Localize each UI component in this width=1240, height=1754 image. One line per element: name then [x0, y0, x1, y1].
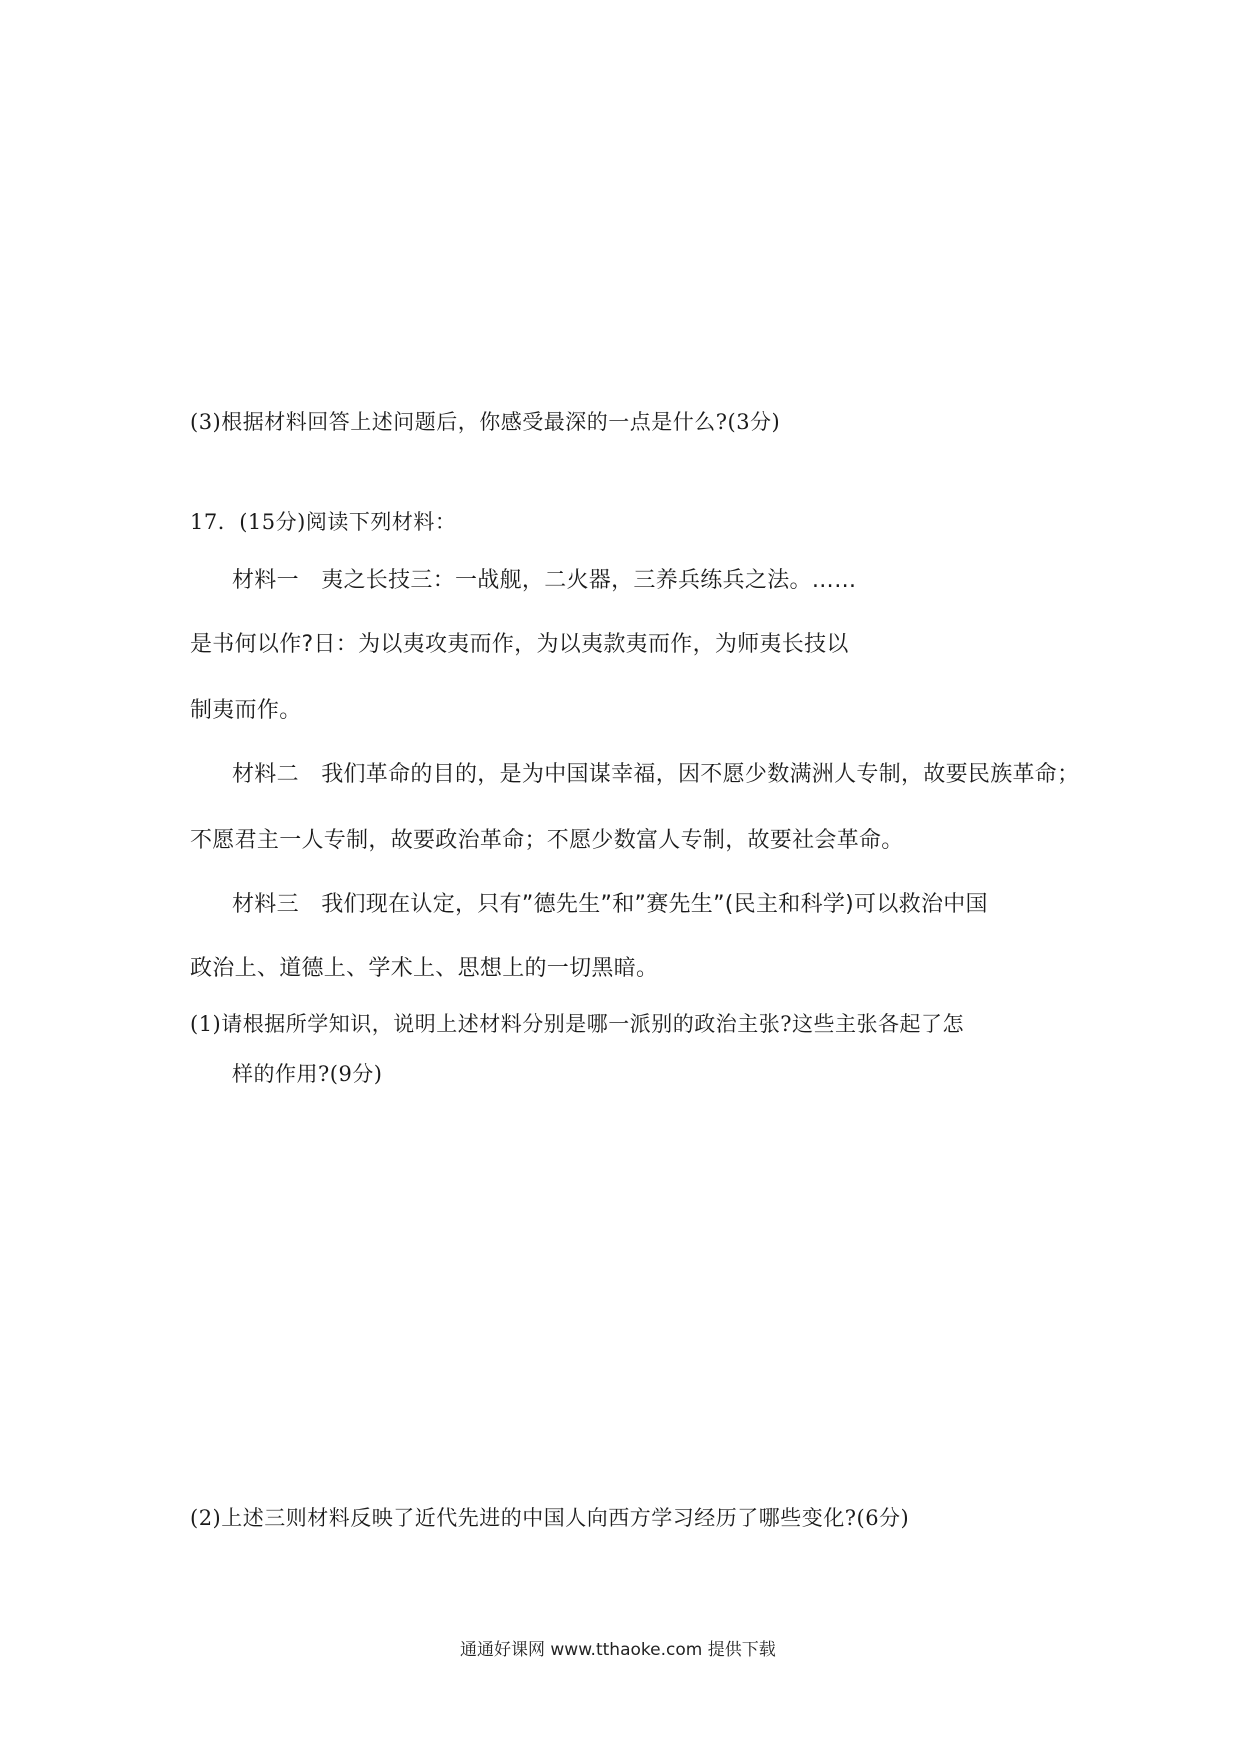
material-1-line-1: 材料一 夷之长技三：一战舰，二火器，三养兵练兵之法。…… — [232, 568, 857, 593]
question-17-part-1-line-1: (1)请根据所学知识，说明上述材料分别是哪一派别的政治主张?这些主张各起了怎 — [190, 1012, 965, 1036]
material-2-line-2: 不愿君主一人专制，故要政治革命；不愿少数富人专制，故要社会革命。 — [190, 828, 904, 853]
material-3-line-2: 政治上、道德上、学术上、思想上的一切黑暗。 — [190, 956, 659, 981]
page-footer: 通通好课网 www.tthaoke.com 提供下载 — [460, 1640, 776, 1660]
material-3-line-1: 材料三 我们现在认定，只有”德先生”和”赛先生”(民主和科学)可以救治中国 — [232, 892, 988, 917]
material-1-line-3: 制夷而作。 — [190, 698, 302, 723]
question-17-part-2: (2)上述三则材料反映了近代先进的中国人向西方学习经历了哪些变化?(6分) — [190, 1506, 910, 1530]
question-17-header: 17．(15分)阅读下列材料： — [190, 510, 457, 534]
material-2-line-1: 材料二 我们革命的目的，是为中国谋幸福，因不愿少数满洲人专制，故要民族革命； — [232, 762, 1080, 787]
material-1-line-2: 是书何以作?日：为以夷攻夷而作，为以夷款夷而作，为师夷长技以 — [190, 632, 849, 657]
question-16-part-3: (3)根据材料回答上述问题后，你感受最深的一点是什么?(3分) — [190, 410, 781, 434]
question-17-part-1-line-2: 样的作用?(9分) — [232, 1062, 383, 1086]
